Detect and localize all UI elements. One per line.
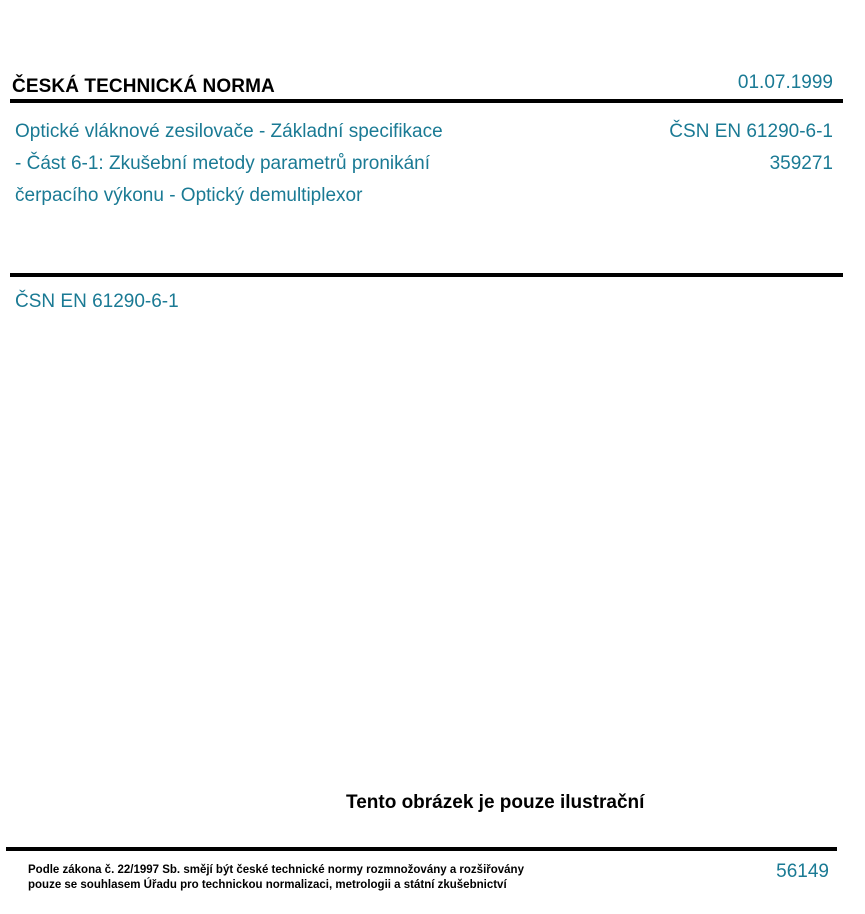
document-number: 56149	[776, 861, 829, 882]
standard-title-line: čerpacího výkonu - Optický demultiplexor	[15, 185, 363, 206]
top-divider	[10, 99, 843, 103]
standard-title-line: - Část 6-1: Zkušební metody parametrů pronikání	[15, 153, 431, 174]
standard-title	[15, 116, 575, 212]
illustration-note: Tento obrázek je pouze ilustrační	[346, 792, 645, 813]
legal-notice-line: Podle zákona č. 22/1997 Sb. smějí být české technické normy rozmnožovány a rozšiřovány	[28, 864, 524, 876]
section-standard-code: ČSN EN 61290-6-1	[15, 291, 179, 312]
standard-code: ČSN EN 61290-6-1	[669, 121, 833, 142]
publication-date: 01.07.1999	[737, 72, 833, 93]
legal-notice-line: pouze se souhlasem Úřadu pro technickou normalizaci, metrologii a státní zkušebnictví	[28, 879, 507, 891]
document-type-label: ČESKÁ TECHNICKÁ NORMA	[12, 76, 275, 97]
standard-title-line: Optické vláknové zesilovače - Základní specifikace	[15, 121, 443, 142]
legal-notice	[28, 863, 524, 893]
middle-divider	[10, 273, 843, 277]
catalog-number: 359271	[769, 153, 833, 174]
bottom-divider	[6, 847, 837, 851]
